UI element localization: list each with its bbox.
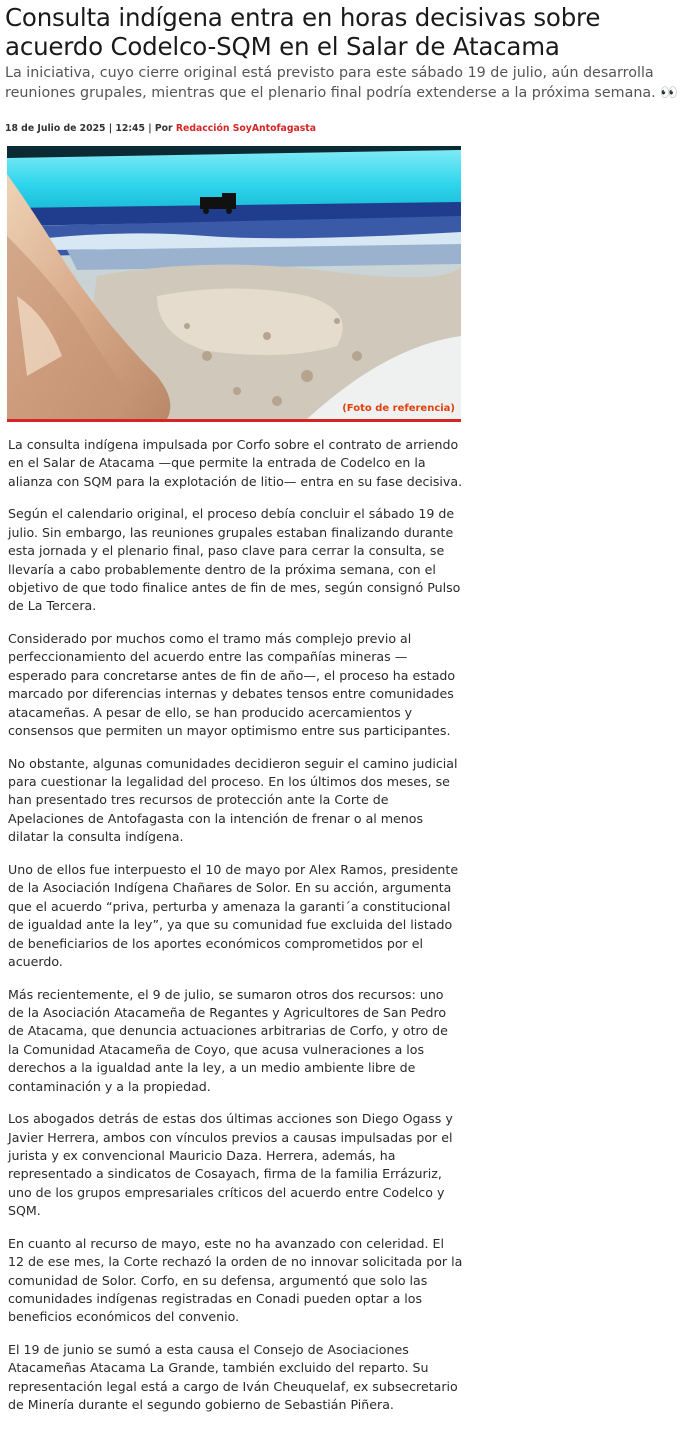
article-paragraph: Más recientemente, el 9 de julio, se sumaron otros dos recursos: uno de la Asociación Atacameña de Regantes y Agricultores de San Pedro de Atacama, que denuncia actuaciones arbitrarias de Corfo, y otro de la Comunidad Atacameña de Coyo, que acusa vulneraciones a los derechos a la igualdad ante la ley, a un medio ambiente libre de contaminación y a la propiedad.	[8, 986, 448, 1094]
article-photo	[7, 146, 461, 422]
article-paragraph: El 19 de junio se sumó a esta causa el Consejo de Asociaciones Atacameñas Atacama La Grande, también excluido del reparto. Su representación legal está a cargo de Iván Cheuquelaf, ex subsecretario de Minería durante el segundo gobierno de Sebastián Piñera.	[8, 1341, 458, 1413]
article-byline	[5, 123, 316, 134]
article-paragraph: Los abogados detrás de estas dos últimas acciones son Diego Ogass y Javier Herrera, ambos con vínculos previos a causas impulsadas por el jurista y ex convencional Mauricio Daza. Herrera, además, ha representado a sindicatos de Cosayach, firma de la familia Errázuriz, uno de los grupos empresariales críticos del acuerdo entre Codelco y SQM.	[8, 1111, 453, 1219]
article-headline: Consulta indígena entra en horas decisivas sobre acuerdo Codelco-SQM en el Salar de Atacama	[5, 3, 601, 61]
photo-caption: (Foto de referencia)	[342, 403, 455, 414]
article-subtitle: La iniciativa, cuyo cierre original está previsto para este sábado 19 de julio, aún desarrolla reuniones grupales, mientras que el plenario final podría extenderse a la próxima semana. 👀	[5, 65, 679, 101]
article-paragraph: Considerado por muchos como el tramo más complejo previo al perfeccionamiento del acuerdo entre las compañías mineras —esperado para concretarse antes de fin de año—, el proceso ha estado marcado por diferencias internas y debates tensos entre comunidades atacameñas. A pesar de ello, se han producido acercamientos y consensos que permiten un mayor optimismo entre sus participantes.	[8, 631, 456, 739]
article-paragraph: No obstante, algunas comunidades decidieron seguir el camino judicial para cuestionar la legalidad del proceso. En los últimos dos meses, se han presentado tres recursos de protección ante la Corte de Apelaciones de Antofagasta con la intención de frenar o al menos dilatar la consulta indígena.	[8, 755, 458, 845]
author-link[interactable]: Redacción SoyAntofagasta	[175, 123, 317, 134]
article-paragraph: En cuanto al recurso de mayo, este no ha avanzado con celeridad. El 12 de ese mes, la Corte rechazó la orden de no innovar solicitada por la comunidad de Solor. Corfo, en su defensa, argumentó que solo las comunidades indígenas registradas en Conadi pueden optar a los beneficios económicos del convenio.	[8, 1235, 463, 1325]
article-date-time: 18 de Julio de 2025 | 12:45 | Por	[5, 123, 176, 134]
salt-flat-photo	[7, 146, 461, 419]
article-paragraph: Según el calendario original, el proceso debía concluir el sábado 19 de julio. Sin embargo, las reuniones grupales estaban finalizando durante esta jornada y el plenario final, paso clave para cerrar la consulta, se llevaría a cabo probablemente dentro de la próxima semana, con el objetivo de que todo finalice antes de fin de mes, según consignó Pulso de La Tercera.	[8, 506, 461, 614]
article-paragraph: Uno de ellos fue interpuesto el 10 de mayo por Alex Ramos, presidente de la Asociación Indígena Chañares de Solor. En su acción, argumenta que el acuerdo “priva, perturba y amenaza la garanti´a constitucional de igualdad ante la ley”, ya que su comunidad fue excluida del listado de beneficiarios de los aportes económicos comprometidos por el acuerdo.	[8, 861, 459, 969]
article-body	[8, 436, 463, 1429]
article-paragraph: La consulta indígena impulsada por Corfo sobre el contrato de arriendo en el Salar de Atacama —que permite la entrada de Codelco en la alianza con SQM para la explotación de litio— entra en su fase decisiva.	[8, 437, 463, 489]
